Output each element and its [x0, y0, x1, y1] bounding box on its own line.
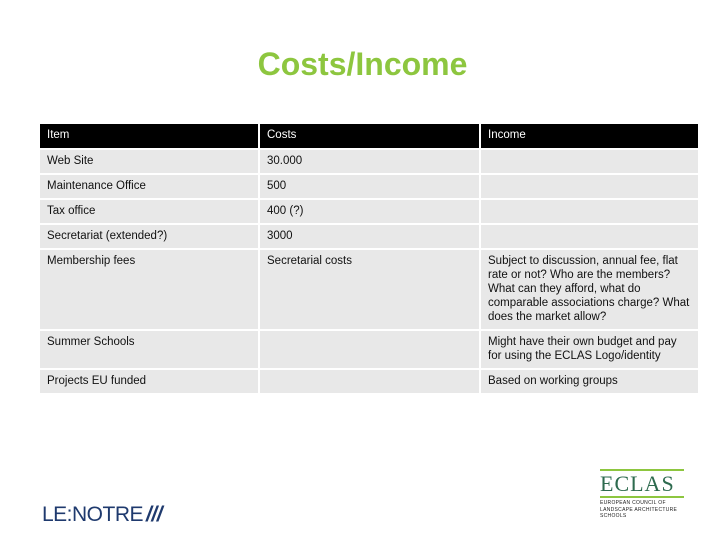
table-row: [39, 199, 699, 224]
eclas-logo: [600, 469, 684, 520]
cell-costs: 500: [259, 174, 480, 199]
cell-item: Secretariat (extended?): [39, 224, 259, 249]
cell-income: [480, 149, 699, 174]
cell-item: Maintenance Office: [39, 174, 259, 199]
cell-item: Tax office: [39, 199, 259, 224]
cell-costs: [259, 369, 480, 394]
lenotre-logo: [42, 503, 162, 527]
cell-costs: [259, 330, 480, 369]
cell-income: Based on working groups: [480, 369, 699, 394]
cell-income: [480, 224, 699, 249]
eclas-subtitle-line: LANDSCAPE ARCHITECTURE: [600, 506, 678, 513]
table-header-row: [39, 123, 699, 149]
lenotre-logo-mark: ///: [146, 503, 163, 526]
cell-costs: Secretarial costs: [259, 249, 480, 330]
table-row: [39, 249, 699, 330]
cell-item: Projects EU funded: [39, 369, 259, 394]
eclas-mid-rule: [600, 496, 684, 498]
cell-income: Might have their own budget and pay for using the ECLAS Logo/identity: [480, 330, 699, 369]
header-item: Item: [39, 123, 259, 149]
cell-costs: 3000: [259, 224, 480, 249]
table-row: [39, 330, 699, 369]
table-row: [39, 369, 699, 394]
header-income: Income: [480, 123, 699, 149]
eclas-subtitle-line: SCHOOLS: [600, 513, 627, 519]
table-row: [39, 149, 699, 174]
costs-income-table: [38, 122, 700, 395]
cell-income: [480, 174, 699, 199]
cell-income: [480, 199, 699, 224]
cell-income: Subject to discussion, annual fee, flat rate or not? Who are the members? What can they afford, what do comparable associations charge? What does the market allow?: [480, 249, 699, 330]
table-row: [39, 224, 699, 249]
cell-costs: 400 (?): [259, 199, 480, 224]
cell-costs: 30.000: [259, 149, 480, 174]
cell-item: Membership fees: [39, 249, 259, 330]
eclas-subtitle: [600, 500, 684, 520]
lenotre-logo-text: LE:NOTRE: [42, 503, 144, 526]
slide-title: Costs/Income: [257, 46, 468, 82]
header-costs: Costs: [259, 123, 480, 149]
cell-item: Web Site: [39, 149, 259, 174]
table-row: [39, 174, 699, 199]
eclas-logo-text: ECLAS: [600, 471, 675, 496]
eclas-subtitle-line: EUROPEAN COUNCIL OF: [600, 500, 666, 506]
cell-item: Summer Schools: [39, 330, 259, 369]
